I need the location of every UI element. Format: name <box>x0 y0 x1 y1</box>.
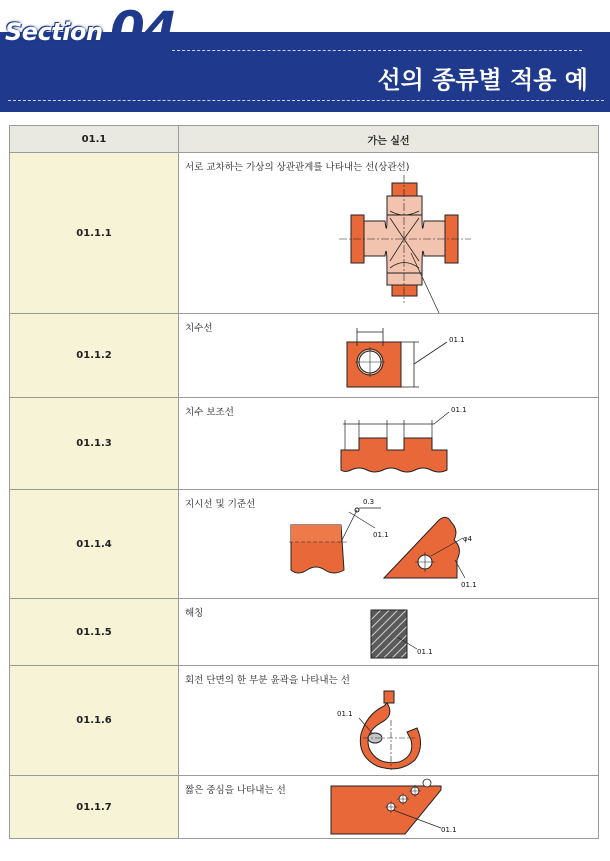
section-word: Section <box>5 18 103 46</box>
callout-label: 01.1 <box>373 531 389 539</box>
row-description: 치수선 <box>185 323 213 334</box>
row-description: 회전 단면의 한 부분 윤곽을 나타내는 선 <box>185 675 350 686</box>
row-description: 치수 보조선 <box>185 407 234 418</box>
row-code: 01.1.6 <box>10 666 179 776</box>
row-code: 01.1.3 <box>10 398 179 490</box>
extension-line-figure <box>179 398 600 490</box>
dimension-line-figure <box>179 314 600 398</box>
row-content <box>179 776 599 839</box>
row-content <box>179 153 599 314</box>
header-divider-bottom <box>8 100 604 101</box>
short-centerline-figure <box>179 776 600 839</box>
row-code: 01.1.4 <box>10 490 179 599</box>
leader-line-figure <box>179 490 600 599</box>
callout-label: 01.1 <box>441 826 457 834</box>
callout-label: 01.1 <box>449 336 465 344</box>
column-header-linetype: 가는 실선 <box>179 126 599 153</box>
row-code: 01.1.5 <box>10 599 179 666</box>
row-description: 해칭 <box>185 608 204 619</box>
row-code: 01.1.1 <box>10 153 179 314</box>
row-description: 지시선 및 기준선 <box>185 499 256 510</box>
table-header-row <box>10 126 599 153</box>
line-usage-table <box>9 125 599 839</box>
callout-label: 01.1 <box>417 648 433 656</box>
row-content <box>179 666 599 776</box>
callout-label: 0.3 <box>363 498 375 506</box>
row-content <box>179 398 599 490</box>
row-description: 서로 교차하는 가상의 상관관계를 나타내는 선(상관선) <box>185 162 410 173</box>
table-row <box>10 153 599 314</box>
callout-label: 01.1 <box>461 581 477 589</box>
row-description: 짧은 중심을 나타내는 선 <box>185 785 286 796</box>
column-header-code: 01.1 <box>10 126 179 153</box>
pipe-cross-figure <box>179 153 600 314</box>
row-content <box>179 490 599 599</box>
table-row <box>10 776 599 839</box>
page-title: 선의 종류별 적용 예 <box>377 66 588 94</box>
callout-label: φ4 <box>463 535 473 543</box>
row-code: 01.1.7 <box>10 776 179 839</box>
callout-label: 01.1 <box>451 406 467 414</box>
hook-section-figure <box>179 666 600 776</box>
row-content <box>179 314 599 398</box>
table-row <box>10 398 599 490</box>
section-number: 04 <box>110 1 176 59</box>
table-row <box>10 666 599 776</box>
callout-label: 01.1 <box>337 710 353 718</box>
hatching-figure <box>179 599 600 666</box>
table-row <box>10 490 599 599</box>
row-code: 01.1.2 <box>10 314 179 398</box>
header-divider-top <box>172 50 582 51</box>
table-row <box>10 599 599 666</box>
table-row <box>10 314 599 398</box>
row-content <box>179 599 599 666</box>
section-header <box>0 0 610 112</box>
